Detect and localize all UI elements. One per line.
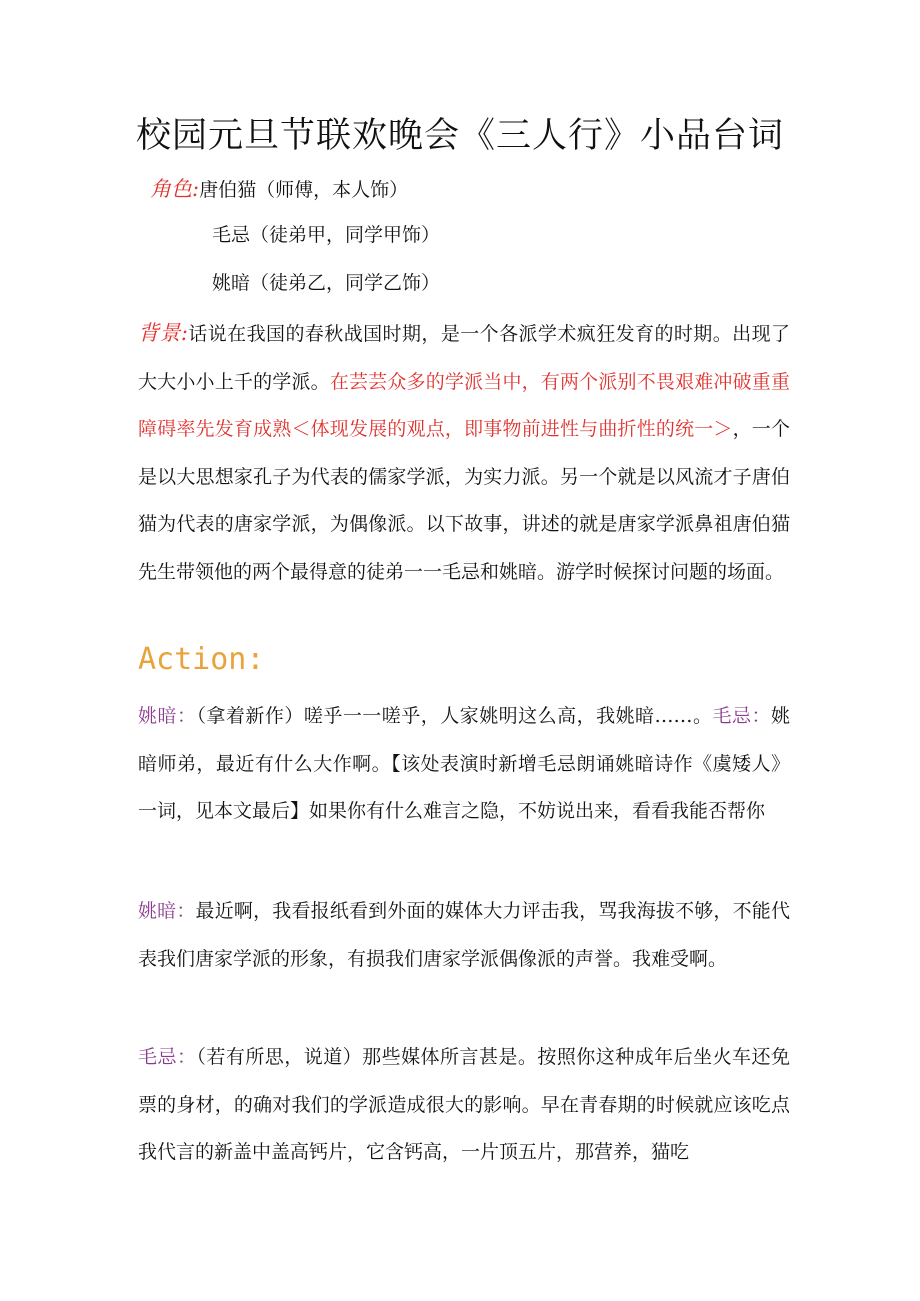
page-title: 校园元旦节联欢晚会《三人行》小品台词	[135, 116, 784, 156]
speaker-label: 毛忌：	[138, 1046, 197, 1068]
background-text-highlight: 在芸芸众多的学派当中，有两个派别不畏艰难冲破重重障碍率先发育成熟＜体现发展的观点，即事物前进性与曲折性的统一＞	[138, 370, 790, 440]
speaker-label: 毛忌：	[712, 705, 771, 727]
speaker-label: 姚暗：	[138, 900, 196, 922]
dialogue-text: （若有所思，说道）那些媒体所言甚是。按照你这种成年后坐火车还免票的身材，的确对我们的学派造成很大的影响。早在青春期的时候就应该吃点我代言的新盖中盖高钙片，它含钙高，一片顶五片，那营养，猫吃	[138, 1046, 790, 1163]
cast-label: 角色:	[150, 177, 200, 201]
background-text-1: 话说在我国的春秋战国时期，是一个各派学术疯狂发育的时期。出现了大大小小上千的学派。	[138, 323, 790, 393]
dialogue-text: 最近啊，我看报纸看到外面的媒体大力评击我，骂我海拔不够，不能代表我们唐家学派的形象，有损我们唐家学派偶像派的声誉。我难受啊。	[138, 900, 790, 970]
background-label: 背景:	[138, 321, 188, 345]
cast-member-2: 毛忌（徒弟甲，同学甲饰）	[212, 224, 441, 246]
speaker-label: 姚暗：	[138, 705, 197, 727]
dialogue-block-2	[138, 888, 790, 983]
cast-member-1: 唐伯猫（师傅，本人饰）	[199, 179, 409, 201]
dialogue-block-1	[138, 693, 790, 836]
dialogue-text: （拿着新作）嗟乎一一嗟乎，人家姚明这么高，我姚暗……。	[196, 705, 713, 727]
dialogue-text: 姚暗师弟，最近有什么大作啊。【该处表演时新增毛忌朗诵姚暗诗作《虞矮人》一词，见本文最后】如果你有什么难言之隐，不妨说出来，看看我能否帮你	[138, 705, 790, 822]
cast-line-1	[150, 173, 408, 203]
action-heading: Action:	[138, 642, 265, 677]
cast-member-3: 姚暗（徒弟乙，同学乙饰）	[212, 272, 441, 294]
background-paragraph	[138, 310, 790, 596]
dialogue-block-3	[138, 1034, 790, 1177]
background-text-2: ，一个是以大思想家孔子为代表的儒家学派，为实力派。另一个就是以风流才子唐伯猫为代表的唐家学派，为偶像派。以下故事，讲述的就是唐家学派鼻祖唐伯猫先生带领他的两个最得意的徒弟一一毛忌和姚暗。游学时候探讨问题的场面。	[138, 418, 790, 583]
